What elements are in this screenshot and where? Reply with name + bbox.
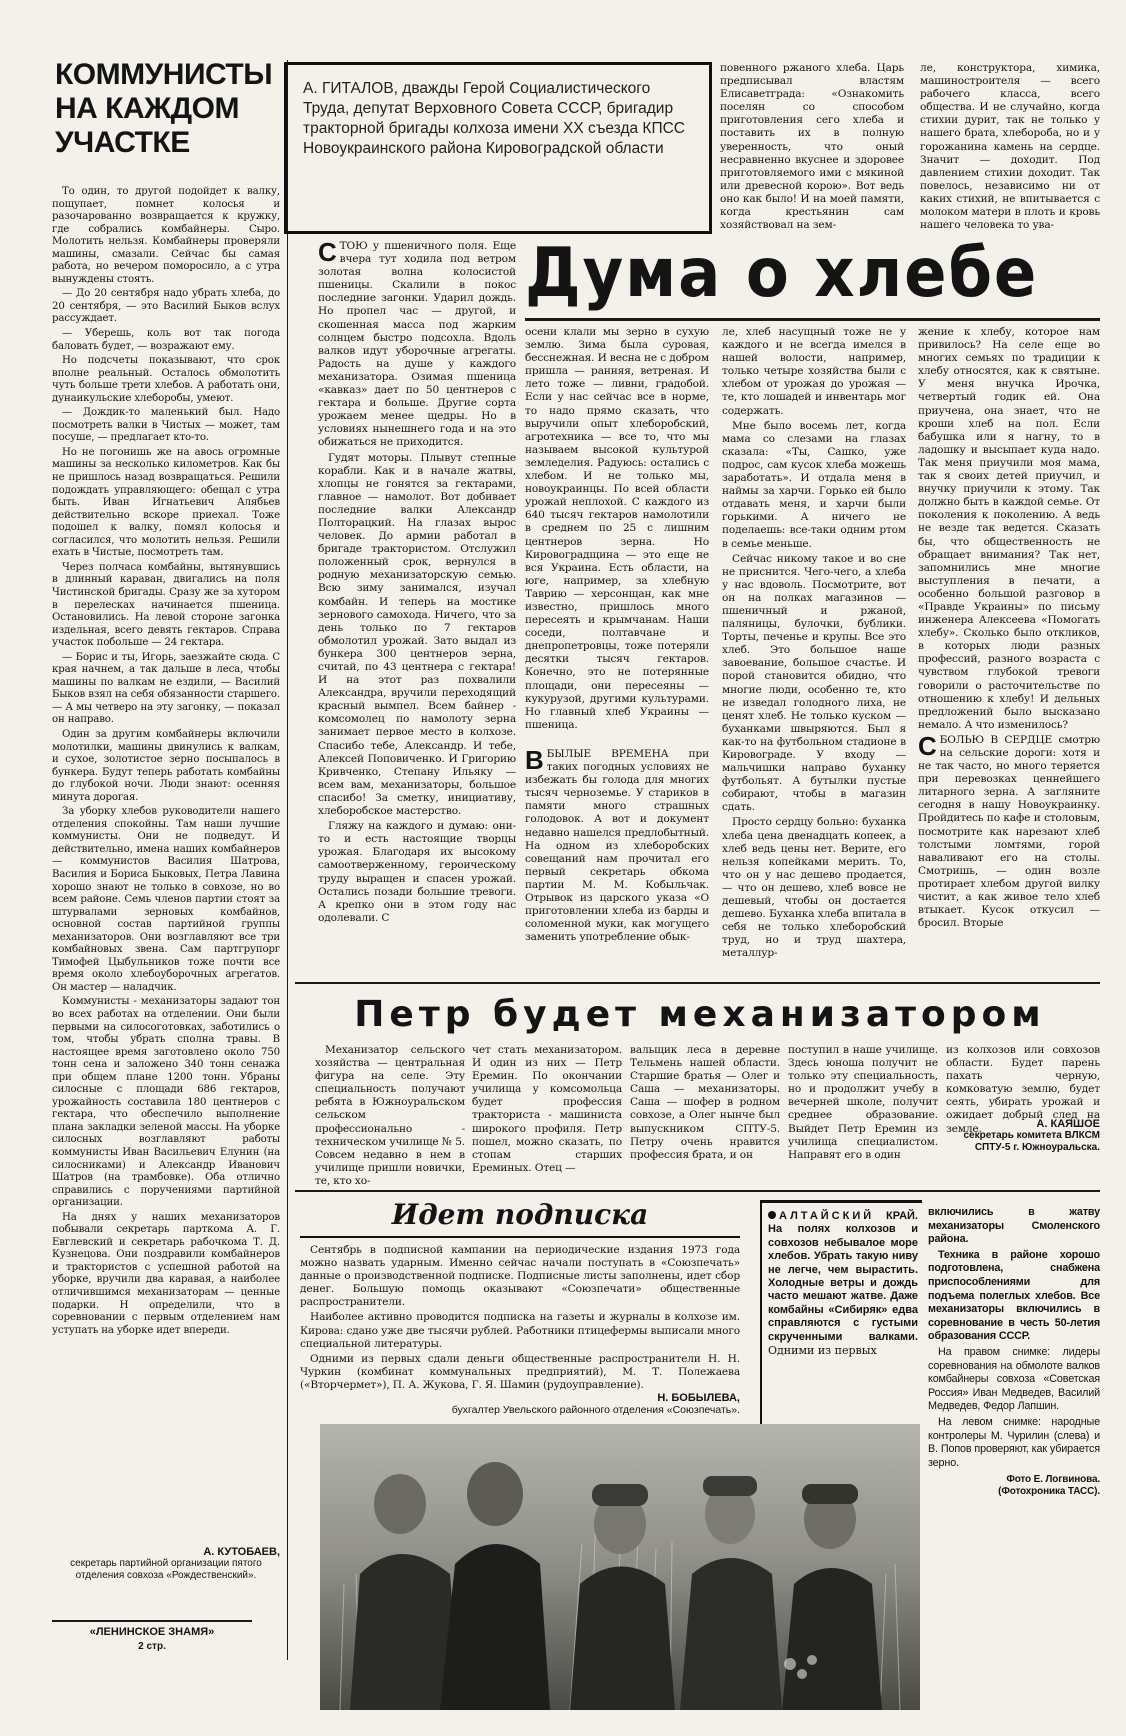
photo-agency: (Фотохроника ТАСС). xyxy=(998,1486,1100,1498)
left-article-body xyxy=(52,186,280,1516)
paragraph xyxy=(525,745,709,944)
duma-top-column-1 xyxy=(720,62,904,234)
bullet-icon xyxy=(768,1211,776,1219)
author-name: А. КУТОБАЕВ, xyxy=(203,1546,280,1558)
title-text: Идет подписка xyxy=(391,1198,649,1231)
lead-text: КРАЙ. На полях колхозов и совхозов небывалое море хлебов. Убрать такую ниву не легче, чем вырастить. Холодные ветры и дождь часто мешают жатве. Даже комбайны «Сибиряк» едва справляются с густыми скрученными валками. xyxy=(768,1210,918,1343)
page-number: 2 стр. xyxy=(138,1641,166,1652)
paragraph: — До 20 сентября надо убрать хлеба, до 20 сентября, — это Василий Быков вслух рассуждает. xyxy=(52,288,280,325)
paragraph: из колхозов или совхозов области. Будет парень пахать черную, комковатую землю, будет сеять, убирать урожай и ожидает добрый след на земле. xyxy=(946,1044,1100,1135)
photo-credit: Фото Е. Логвинова. xyxy=(1006,1474,1100,1486)
podpiska-signature-block xyxy=(300,1392,740,1417)
duma-top-column-2 xyxy=(920,62,1100,234)
duma-column-4 xyxy=(918,326,1100,972)
paragraph: Один за другим комбайнеры включили молотилки, машины двинулись к валкам, и сухое, золотистое зерно посыпалось в бункера. Будут теперь работать комбайны до глубокой ночи. Люди знают: осенняя минута дорогая. xyxy=(52,728,280,803)
duma-column-1 xyxy=(318,237,516,972)
footer-rule xyxy=(52,1620,252,1622)
paragraph: включились в жатву механизаторы Смоленского района. xyxy=(928,1206,1100,1246)
harvest-photo xyxy=(320,1424,920,1710)
paragraph: Просто сердцу больно: буханка хлеба цена двенадцать копеек, а хлеб ведь цены нет. Верите, его нельзя копейками мерить. То, что он у нас дешево продается, — что он дешево, хлеб вовсе не дешевый, чтобы он достается дешево. Буханка хлеба впитала в себя не только хлеборобский труд, но и труд шахтера, металлур- xyxy=(722,816,906,960)
author-title: секретарь партийной организации пятого отделения совхоза «Рождественский». xyxy=(70,1558,262,1581)
paragraph: То один, то другой подойдет к валку, пощупает, помнет колосья и разочарованно возвращается к кружку, где собрались комбайнеры. Сыро. Молотить нельзя. Комбайнеры проверяли машины, смазали. Сейчас бы самая работа, но вечером поморосило, а с утра вынуждены стоять. xyxy=(52,186,280,285)
left-headline xyxy=(55,58,275,160)
left-signature-block xyxy=(52,1544,280,1582)
column-divider xyxy=(287,60,288,1660)
petr-title xyxy=(300,990,1100,1040)
paragraph: За уборку хлебов руководители нашего отделения спокойны. Там наши лучшие коммунисты. Они не подведут. И действительно, имена наших комбайнеров — коммунистов Василия Шатрова, Василия и Бориса Быковых, Петра Лавина хорошо знают не только в совхозе, но во всем районе. Семь членов партии стоят за штурвалами зерновых комбайнов, основной состав партийной группы механизаторов. Они возглавляют все три комбайновых звена. Сам партгрупорг Тимофей Цыбульников тоже почти все время около хлебоуборочных агрегатов. Он мастер — наладчик. xyxy=(52,806,280,993)
altai-column-2 xyxy=(928,1206,1100,1686)
paragraph-text: БОЛЬЮ В СЕРДЦЕ смотрю на сельские дороги: хотя и не так часто, но много теряется при перевозках ценнейшего литарного зерна. А загляните сегодня в нашу Новоукраинку. Пройдитесь по кафе и столовым, посмотрите как нарезают хлеб толстыми ломтями, горой наваливают его на столы. Смотришь, — один возле протирает хлебом другой вилку чистит, а как живое тело хлеб втыкает. Кусок откусил — бросил. Вторые xyxy=(918,733,1100,930)
paragraph-text: БЫЛЫЕ ВРЕМЕНА при таких погодных условиях не избежать бы голода для многих тысяч черноземье. У стариков в памяти много страшных голодовок. А вот и документ недавно нашелся предлобытный. На одном из хлеборобских совещаний нам прочитал его первый секретарь обкома партии М. М. Кобыльчак. Отрывок из царского указа «О приготовлении хлеба из барды и соломенной муки, как могущего заменить употребление обык- xyxy=(525,748,709,944)
article-title xyxy=(525,234,1100,318)
petr-signature-block xyxy=(946,1116,1100,1154)
title-text: Петр будет механизатором xyxy=(354,994,1046,1035)
headline-line: КОММУНИСТЫ xyxy=(55,58,273,91)
title-text: Дума о хлебе xyxy=(525,234,1039,313)
paragraph: Гудят моторы. Плывут степные корабли. Как и в начале жатвы, хлопцы не гонятся за гектарами, главное — намолот. Вот добивает последние валки Александр Полторацкий. На глазах вырос человек. До армии работал в бригаде трактористом. Отслужил положенный срок, вернулся в родную механизаторскую семью. Всю зиму занимался, изучал комбайн. И теперь на мостике зернового самохода. Ничего, что за день только по 7 гектаров обмолотил урожай. Зато выдал из бункера 300 центнеров зерна, считай, по 43 центнера с гектара! И на этот раз похвалили Александра, вручили переходящий красный вымпел. Всем байнер - комсомолец по намолоту зерна занимает первое место в колхозе. Спасибо тебе, Александр. И тебе, Алексей Поповиченко. И Григорию Кривченко, Степану Ильяку — всем вам, механизаторы, большое спасибо! За сметку, инициативу, хлеборобское мастерство. xyxy=(318,451,516,818)
article-bottom-rule xyxy=(295,982,1100,984)
paragraph: На левом снимке: народные контролеры М. Чурилин (слева) и В. Попов проверяют, как убирается зерно. xyxy=(928,1415,1100,1469)
paragraph xyxy=(918,730,1100,930)
drop-cap: С xyxy=(918,730,937,761)
paragraph: Сейчас никому такое и во сне не приснится. Чего-чего, а хлеба у нас вдоволь. Посмотрите, вот он на полках магазинов — пшеничный и ржаной, паляницы, булочки, бублики. Торты, печенье и крупы. Все это хлеб. Это большое наше завоевание, большое счастье. И порой становится обидно, что многие люди, особенно те, кто не изведал голодного лиха, не ценят хлеб. Не только куском — буханками швыряются. Был я как-то на футбольном стадионе в Кировограде. У входу — мальчишки направо буханку футбольят. А бутылки пустые собирают, чтобы в магазин сдать. xyxy=(722,552,906,814)
paragraph: — Уберешь, коль вот так погода баловать будет, — возражают ему. xyxy=(52,328,280,352)
paragraph: повенного ржаного хлеба. Царь предписывал властям Елисаветграда: «Ознакомить поселян со способом приготовления сего хлеба и поставить их в полную уверенность, что оный несравненно вкуснее и здоровее приготовляемого ими с мякиной или древесной корою». Вот ведь оно как было! И на моей памяти, когда крестьянин сам хозяйствовал на зем- xyxy=(720,62,904,232)
paragraph: Мне было восемь лет, когда мама со слезами на глазах сказала: «Ты, Сашко, уже подрос, сам кусок хлеба можешь заработать». И отдала меня в наймы за харчи. Горько ей было отдавать меня, и харчи были горькими. А ничего не поделаешь: все-таки одним ртом в семье меньше. xyxy=(722,419,906,550)
paragraph: вальщик леса в деревне Тельмень нашей области. Старшие братья — Олег и Саша — механизаторы. Саша — шофер в родном совхозе, а Олег нынче был выпускником СПТУ-5. Петру очень нравится профессия брата, и он xyxy=(630,1044,780,1161)
newspaper-name: «ЛЕНИНСКОЕ ЗНАМЯ» xyxy=(89,1626,215,1638)
paragraph: Сентябрь в подписной кампании на периодические издания 1973 года можно назвать ударным. Именно сейчас начали поступать в «Союзпечать» данные о производственной подписке. Подписные листы заполнены, идет сбор денег. Большую помощь оказывают «Союзпечати» общественные распространители. xyxy=(300,1244,740,1309)
petr-column xyxy=(630,1044,780,1174)
paragraph: осени клали мы зерно в сухую землю. Зима была суровая, бесснежная. И весна не с добром пришла — ранняя, ветреная. И лето тоже — ливни, градобой. Если у нас сейчас все в норме, то надо прямо сказать, что выручили опыт хлеборобский, агротехника — все то, что мы называем высокой культурой земледелия. Радуюсь: остались с хлебом. И не только мы, новоукраинцы. По всей области урожай неплохой. С каждого из 640 тысяч гектаров намолотили в среднем по 25 с лишним центнеров зерна. Но Кировоградщина — это еще не вся Украина. Есть области, на юге, например, за хлебную Таврию — херсонщан, как мне известно, пришлось много пересеять и крымчанам. Наши соседи, полтавчане и днепропетровцы, тоже потеряли десятки тысяч гектаров. Конечно, это не потерянные площади, они пересеяны — кукурузой, другими культурами. Но главный хлеб Украины — пшеница. xyxy=(525,326,709,731)
paragraph: На днях у наших механизаторов побывали секретарь парткома А. Г. Евглевский и секретарь рабочкома Т. Д. Кузнецова. Они поздравили комбайнеров и трактористов с успешной работой на уборке, вручили два каравая, а наиболее отличившимся механизаторам — ценные подарки. Н определили, что в соревновании с первым отделением нам уступать на уборке идет впереди. xyxy=(52,1211,280,1336)
paragraph: Техника в районе хорошо подготовлена, снабжена приспособлениями для подъема полеглых хлебов. Все механизаторы включились в соревнование в честь 50-летия образования СССР. xyxy=(928,1248,1100,1343)
paragraph: чет стать механизатором. И один из них — Петр Еремин. По окончании училища у комсомольца будет профессия тракториста - машиниста широкого профиля. Петр пошел, можно сказать, по стопам старших Ереминых. Отец — xyxy=(472,1044,622,1174)
paragraph: Но не погонишь же на авось огромные машины за несколько километров. Как бы не пришлось назад возвращаться. Решили подождать управляющего: обещал с утра быть. Иван Игнатьевич Алябьев действительно вскоре приехал. Тоже подошел к валку, помял колосья и согласился, что молотить нельзя. Решили ехать в Чистые, посмотреть там. xyxy=(52,446,280,559)
paragraph: ле, хлеб насущный тоже не у каждого и не всегда имелся в нашей волости, например, только четыре хозяйства были с хлебом от урожая до урожая — те, кто лошадей и инвентарь мог содержать. xyxy=(722,326,906,417)
paragraph: Но подсчеты показывают, что срок вполне реальный. Осталось обмолотить чуть больше трети хлебов. А работать они, дунаикульские хлеборобы, умеют. xyxy=(52,355,280,404)
duma-column-2b xyxy=(525,745,709,972)
paragraph: На правом снимке: лидеры соревнования на обмолоте валков комбайнеры совхоза «Советская Россия» Иван Медведев, Василий Медведев, Федор Лапшин. xyxy=(928,1345,1100,1413)
lead-text-end: Одними из первых xyxy=(768,1344,877,1358)
paragraph: — Дождик-то маленький был. Надо посмотреть валки в Чистых — может, там посуше, — предлагает кто-то. xyxy=(52,407,280,444)
petr-column xyxy=(315,1044,465,1187)
paragraph: Наиболее активно проводится подписка на газеты и журналы в колхозе им. Кирова: сдано уже две тысячи рублей. Работники птицефермы выписали много специальной литературы. xyxy=(300,1311,740,1350)
paragraph: Одними из первых сдали деньги общественные распространители Н. Н. Чуркин (комбинат коммунальных предприятий), М. Т. Полежаева («Вторчермет»), П. А. Жукова, Г. Я. Шамин (рудоуправление). xyxy=(300,1352,740,1391)
duma-column-2 xyxy=(525,326,709,740)
title-underline xyxy=(525,318,1100,321)
paragraph: Через полчаса комбайны, вытянувшись в длинный караван, двигались на поля Чистинской бригады. Сразу же за хутором в перелесках начинается пшеница. Остановились. На левой стороне загонка издельная, всего девять гектаров. Справа участок побольше — 24 гектара. xyxy=(52,561,280,649)
author-credentials: А. ГИТАЛОВ, дважды Герой Социалистического Труда, депутат Верховного Совета СССР, бригадир тракторной бригады колхоза имени XX съезда КПСС Новоукраинского района Кировоградской области xyxy=(303,80,685,157)
paragraph: Гляжу на каждого и думаю: они-то и есть настоящие творцы урожая. Благодаря их высокому самоотверженному, героическому труду выращен и спасен урожай. Остались позади большие тревоги. А крепко они в этом году нас одолевали. С xyxy=(318,820,516,924)
author-name: Н. БОБЫЛЕВА, xyxy=(657,1392,740,1404)
drop-cap: С xyxy=(318,237,337,267)
duma-column-3 xyxy=(722,326,906,972)
paragraph: — Борис и ты, Игорь, заезжайте сюда. С края начнем, а так дальше в леса, чтобы машины по валкам не ездили, — Василий Быков взял на себя обязанности старшего. — А мы четверо на эту загонку, — показал он направо. xyxy=(52,651,280,726)
petr-column xyxy=(788,1044,938,1174)
paragraph: Механизатор сельского хозяйства — центральная фигура на селе. Эту специальность получают ребята в Южноуральском сельском профессионально - техническом училище № 5. Совсем недавно в нем в училище пришли новички, те, кто хо- xyxy=(315,1044,465,1187)
author-title: бухгалтер Увельского районного отделения «Союзпечать». xyxy=(451,1404,740,1416)
harvest-photo-image xyxy=(320,1424,920,1710)
altai-lead xyxy=(768,1210,918,1420)
section-rule xyxy=(295,1190,1100,1192)
headline-line: НА КАЖДОМ xyxy=(55,92,239,125)
petr-column xyxy=(472,1044,622,1174)
author-name: А. КАЯШОЕ xyxy=(1036,1118,1100,1130)
podpiska-body xyxy=(300,1244,740,1394)
lead-word: АЛТАЙСКИЙ xyxy=(779,1210,875,1222)
drop-cap: В xyxy=(525,745,544,775)
paragraph: жение к хлебу, которое нам привилось? На селе еще во многих семьях по традиции к хлебу относятся, как к святыне. У меня внучка Ирочка, четвертый годик ей. Она приучена, она знает, что не кроши хлеб на пол. Если бабушка или я нагну, то в ладошку и высыпает куда надо. Так меня приучили моя мама, так я своих детей приучил, и внучку приучили к этому. Так должно быть в каждой семье. От поколения к поколению. А ведь не везде так ведется. Сказать бы, что общественность не обращает внимания? Так нет, запомнились мне многие выступления в печати, а особенно большой разговор в «Правде Украины» по письму инженера Алексеева «Помогать хлебу». Сколько было откликов, в которых люди разных профессий, разного возраста с чувством глубокой тревоги говорили о расточительстве по отношению к хлебу! И дельных предложений было высказано немало. А что изменилось? xyxy=(918,326,1100,731)
paragraph-text: ТОЮ у пшеничного поля. Еще вчера тут ходила под ветром золотая волна колосистой пшеницы. Скалили в покос последние загонки. Ударил дождь. Но пропел час — другой, и скошенная масса под жарким солнцем быстро подсохла. Вдоль валков идут уборочные агрегаты. Радость на душе у каждого механизатора. Озимая пшеница «кавказ» дает по 50 центнеров с гектара и больше. Другие сорта урожаем менее щедры. Но в условиях нынешнего года и на это обижаться не приходится. xyxy=(318,240,516,449)
paragraph xyxy=(318,237,516,450)
paragraph: ле, конструктора, химика, машиностроителя — всего рабочего класса, всего общества. И не случайно, когда стихии дурит, так не только у нашего брата, хлебороба, но и у горожанина камень на сердце. Значит — доходит. Под давлением стихии доходит. Так повелось, независимо ни от каких стихий, не впитывается с молоком матери в плоть и кровь нашего человека то ува- xyxy=(920,62,1100,232)
author-box xyxy=(284,62,712,234)
headline-line: УЧАСТКЕ xyxy=(55,126,190,159)
author-title: секретарь комитета ВЛКСМ СПТУ-5 г. Южноуральска. xyxy=(963,1130,1100,1153)
paragraph: поступил в наше училище. Здесь юноша получит не только эту специальность, но и продолжит учебу в вечерней школе, получит среднее образование. Выйдет Петр Еремин из училища специалистом. Направят его в один xyxy=(788,1044,938,1161)
paragraph: Коммунисты - механизаторы задают тон во всех работах на отделении. Они были первыми на силосоготовках, заботились о том, чтобы убрать сполна травы. В настоящее время заготовлено около 750 тонн сена и заложено 340 тонн сенажа при общем плане 1200 тонн. Убраны силосные с площади 686 гектаров, урожайность составила 180 центнеров с гектара, что обеспечило выполнение плана закладки зеленой массы. На уборке силосных возглавляют работы коммунисты Иван Васильевич Елунин (на силосниками) и Александр Иванович Шатров (на трамбовке). Оба отлично справились с поручениями партийной организации. xyxy=(52,996,280,1209)
podpiska-title xyxy=(300,1196,740,1238)
